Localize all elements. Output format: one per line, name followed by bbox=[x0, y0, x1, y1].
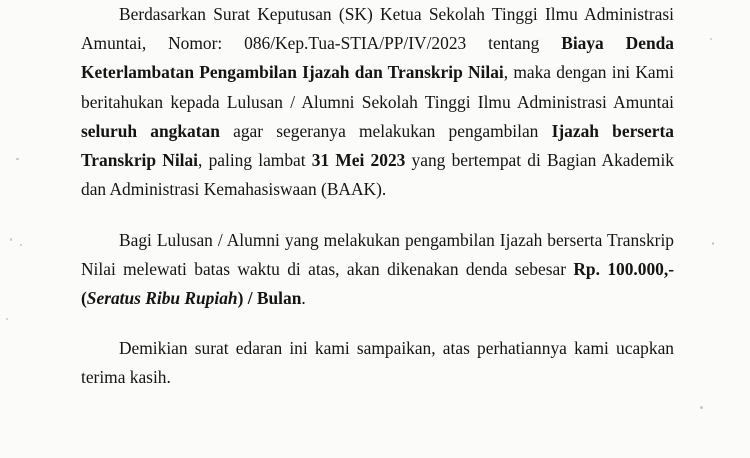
text-line bbox=[81, 117, 674, 146]
text-span: Amuntai, Nomor: 086/Kep.Tua-STIA/PP/IV/2023 tentang bbox=[81, 33, 540, 54]
text-span: Demikian surat edaran ini kami sampaikan, atas perhatiannya kami ucapkan bbox=[119, 338, 674, 358]
text-line bbox=[81, 58, 674, 87]
text-line bbox=[81, 226, 674, 255]
scan-speck bbox=[20, 244, 22, 246]
paragraph-fine-notice bbox=[81, 226, 674, 314]
text-span: . bbox=[301, 288, 306, 309]
bold-text: Ijazah berserta bbox=[551, 120, 674, 141]
text-span: Nilai melewati batas waktu di atas, akan dikenakan denda sebesar bbox=[81, 259, 574, 280]
text-span: Berdasarkan Surat Keputusan (SK) Ketua Sekolah Tinggi Ilmu Administrasi bbox=[119, 4, 674, 24]
paragraph-closing bbox=[81, 334, 674, 392]
text-span: Bagi Lulusan / Alumni yang melakukan pengambilan Ijazah berserta Transkrip bbox=[119, 230, 674, 250]
scan-speck bbox=[712, 242, 714, 245]
text-span: yang bertempat di Bagian Akademik bbox=[405, 149, 674, 170]
scan-speck bbox=[710, 38, 712, 40]
text-line bbox=[81, 0, 674, 29]
bold-text: Keterlambatan Pengambilan Ijazah dan Transkrip Nilai bbox=[81, 62, 504, 83]
bold-text: ) / Bulan bbox=[237, 288, 302, 309]
text-line bbox=[81, 146, 674, 175]
scan-speck bbox=[700, 406, 703, 409]
text-span: terima kasih. bbox=[81, 367, 171, 388]
bold-text: Transkrip Nilai bbox=[81, 149, 199, 170]
text-span: agar segeranya melakukan pengambilan bbox=[219, 120, 552, 141]
fine-amount: Rp. 100.000,- bbox=[573, 259, 674, 280]
scan-speck bbox=[16, 158, 19, 160]
fine-amount-words: Seratus Ribu Rupiah bbox=[86, 288, 238, 309]
bold-text: seluruh angkatan bbox=[81, 120, 220, 141]
text-line bbox=[81, 29, 674, 58]
text-line bbox=[81, 334, 674, 363]
text-line bbox=[81, 284, 674, 313]
scan-speck bbox=[10, 238, 12, 241]
text-line bbox=[81, 363, 674, 392]
bold-text: 31 Mei 2023 bbox=[311, 149, 406, 170]
text-line bbox=[81, 175, 674, 204]
bold-text: ( bbox=[81, 288, 87, 309]
text-span: dan Administrasi Kemahasiswaan (BAAK). bbox=[81, 179, 387, 200]
paragraph-sk-notice bbox=[81, 0, 674, 204]
text-span: , paling lambat bbox=[198, 149, 312, 170]
scan-speck bbox=[6, 318, 8, 320]
text-span: beritahukan kepada Lulusan / Alumni Sekolah Tinggi Ilmu Administrasi Amuntai bbox=[81, 91, 674, 112]
text-span: , maka dengan ini Kami bbox=[503, 62, 674, 83]
text-line bbox=[81, 88, 674, 117]
bold-text: Biaya Denda bbox=[561, 33, 674, 54]
text-line bbox=[81, 255, 674, 284]
